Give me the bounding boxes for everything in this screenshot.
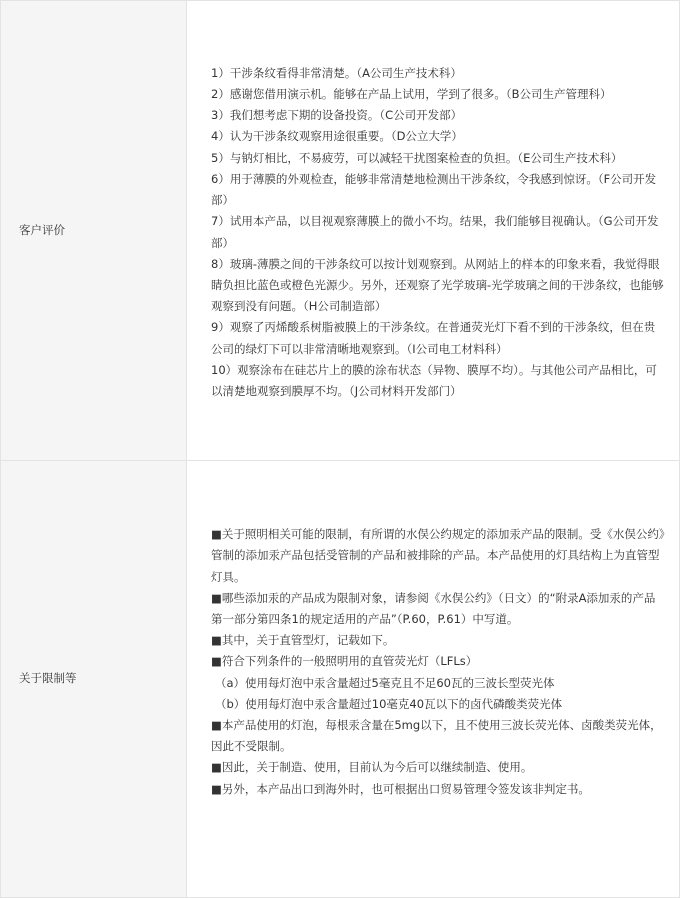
regulation-item: ■本产品使用的灯泡，每根汞含量在5mg以下，且不使用三波长荧光体、卤酸类荧光体，因此不受限制。 (211, 718, 662, 754)
review-item: 3）我们想考虑下期的设备投资。（C公司开发部） (211, 108, 463, 123)
review-item: 8）玻璃-薄膜之间的干涉条纹可以按计划观察到。从网站上的样本的印象来看，我觉得眼睛负担比蓝色或橙色光源少。另外，还观察了光学玻璃-光学玻璃之间的干涉条纹，也能够观察到没有问题。（H公司制造部） (211, 256, 664, 314)
regulation-item: ■因此，关于制造、使用，目前认为今后可以继续制造、使用。 (211, 760, 533, 775)
regulation-item: ■关于照明相关可能的限制，有所谓的水俣公约规定的添加汞产品的限制。受《水俣公约》管制的添加汞产品包括受管制的产品和被排除的产品。本产品使用的灯具结构上为直管型灯具。 (211, 527, 665, 584)
review-item: 6）用于薄膜的外观检查，能够非常清楚地检测出干涉条纹，令我感到惊讶。（F公司开发部） (211, 171, 657, 208)
customer-reviews-content (187, 1, 680, 461)
regulation-item: ■其中，关于直管型灯，记载如下。 (211, 633, 395, 648)
review-item: 7）试用本产品，以目视观察薄膜上的微小不均。结果，我们能够目视确认。（G公司开发部） (211, 214, 659, 250)
regulation-item: ■哪些添加汞的产品成为限制对象，请参阅《水俣公约》（日文）的“附录A添加汞的产品第一部分第四条1的规定适用的产品”（P.60，P.61）中写道。 (211, 590, 656, 626)
regulations-label: 关于限制等 (1, 461, 187, 898)
customer-reviews-label: 客户评价 (1, 1, 187, 461)
review-item: 4）认为干涉条纹观察用途很重要。（D公立大学） (211, 129, 463, 144)
review-item: 2）感谢您借用演示机。能够在产品上试用，学到了很多。（B公司生产管理科） (211, 87, 612, 102)
customer-reviews-row (1, 1, 680, 461)
regulation-subitem: （a）使用每灯泡中汞含量超过5毫克且不足60瓦的三波长型荧光体 (215, 675, 555, 690)
regulation-item: ■符合下列条件的一般照明用的直管荧光灯（LFLs） (211, 654, 478, 669)
regulations-content (187, 461, 680, 898)
regulation-subitem: （b）使用每灯泡中汞含量超过10毫克40瓦以下的卤代磷酸类荧光体 (215, 696, 563, 711)
review-item: 10）观察涂布在硅芯片上的膜的涂布状态（异物、膜厚不均）。与其他公司产品相比，可以清楚地观察到膜厚不均。（J公司材料开发部门） (211, 362, 657, 398)
review-item: 1）干涉条纹看得非常清楚。（A公司生产技术科） (211, 65, 462, 80)
regulation-item: ■另外，本产品出口到海外时，也可根据出口贸易管理令签发该非判定书。 (211, 781, 590, 796)
regulations-row (1, 461, 680, 898)
review-item: 9）观察了丙烯酸系树脂被膜上的干涉条纹。在普通荧光灯下看不到的干涉条纹，但在贵公司的绿灯下可以非常清晰地观察到。（I公司电工材料科） (211, 320, 656, 356)
review-item: 5）与钠灯相比，不易疲劳，可以减轻干扰图案检查的负担。（E公司生产技术科） (211, 150, 623, 165)
